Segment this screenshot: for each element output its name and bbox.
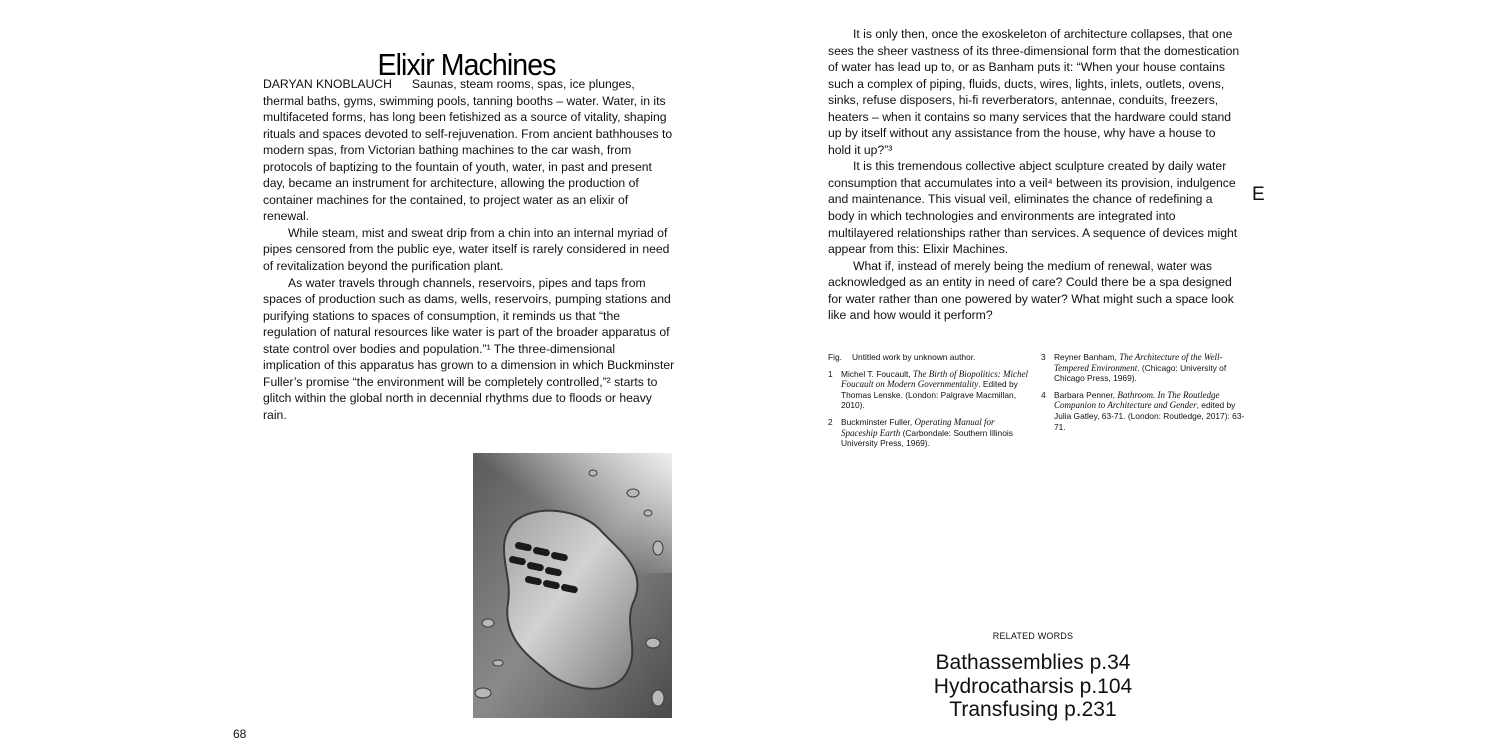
right-text-column bbox=[828, 26, 1240, 324]
footnote-number: 3 bbox=[1041, 352, 1046, 362]
paragraph-5: It is this tremendous collective abject sculpture created by daily water consumption that accumulates into a veil⁴ between its provision, indulgence and maintenance. This visual veil, eliminates the chance of redefining a body in which technologies and environments are integrated into multilayered relationships rather than services. A sequence of devices might appear from this: Elixir Machines. bbox=[828, 159, 1238, 257]
author-name: DARYAN KNOBLAUCH bbox=[263, 77, 392, 91]
related-word-link[interactable]: Hydrocatharsis p.104 bbox=[933, 674, 1133, 698]
footnote-publication: . (Chicago: University of Chicago Press, 1969). bbox=[1054, 362, 1227, 384]
figure-caption bbox=[828, 352, 1028, 363]
paragraph-2: While steam, mist and sweat drip from a chin into an internal myriad of pipes censored from the public eye, water itself is rarely considered in need of revitalization beyond the purification plant. bbox=[263, 225, 670, 274]
footnote-publication: , edited by Julia Gatley, 63-71. (London: Routledge, 2017): 63-71. bbox=[1054, 400, 1245, 432]
footnote-text bbox=[841, 417, 1028, 449]
footnote-number: 1 bbox=[828, 368, 833, 379]
figure-image bbox=[473, 453, 672, 718]
footnote-3 bbox=[1041, 352, 1246, 384]
paragraph-1-text: Saunas, steam rooms, spas, ice plunges, thermal baths, gyms, swimming pools, tanning booths – water. Water, in its multifaceted forms, has long been fetishized as a source of vitality, shaping rituals and spaces devoted to self-rejuvenation. From ancient bathhouses to modern spas, from Victorian bathing machines to the car wash, from protocols of baptizing to the fountain of youth, water, in past and present day, became an instrument for architecture, allowing the production of container machines for the contained, to project water as an elixir of renewal. bbox=[263, 77, 673, 224]
footnote-author: Buckminster Fuller, bbox=[841, 416, 915, 427]
footnote-book-title: The Birth of Biopolitics: Michel Foucault on Modern Governmentality bbox=[841, 368, 1028, 390]
footnote-2 bbox=[828, 417, 1028, 449]
footnote-4 bbox=[1041, 390, 1246, 432]
footnote-publication: . Edited by Thomas Lenske. (London: Palgrave Macmillan, 2010). bbox=[841, 379, 1018, 411]
figure-caption-text: Untitled work by unknown author. bbox=[852, 352, 976, 362]
footnote-text bbox=[1054, 352, 1246, 384]
figure-label: Fig. bbox=[828, 352, 842, 362]
related-word-link[interactable]: Bathassemblies p.34 bbox=[935, 651, 1131, 674]
paragraph-1 bbox=[263, 76, 675, 225]
related-words-list bbox=[903, 651, 1163, 722]
section-letter: E bbox=[1252, 184, 1265, 205]
article-title: Elixir Machines bbox=[377, 46, 556, 82]
footnote-text bbox=[1054, 390, 1246, 432]
footnote-number: 2 bbox=[828, 416, 833, 427]
footnote-book-title: Bathroom. In The Routledge Companion to Architecture and Gender bbox=[1054, 389, 1220, 411]
page-number: 68 bbox=[233, 727, 247, 741]
paragraph-6: What if, instead of merely being the medium of renewal, water was acknowledged as an entity in need of care? Could there be a spa designed for water rather than one powered by water? What might such a space look like and how would it perform? bbox=[828, 258, 1234, 323]
footnotes-left bbox=[828, 352, 1028, 455]
footnote-publication: (Carbondale: Southern Illinois University Press, 1969). bbox=[841, 427, 1013, 449]
footnotes-right bbox=[1041, 352, 1246, 438]
footnote-1 bbox=[828, 369, 1028, 411]
footnote-text bbox=[841, 369, 1028, 411]
related-words-label: RELATED WORDS bbox=[992, 631, 1074, 641]
left-text-column bbox=[263, 76, 675, 423]
water-puddle-photo bbox=[473, 453, 672, 718]
footnote-number: 4 bbox=[1041, 389, 1046, 400]
footnote-author: Michel T. Foucault, bbox=[841, 368, 913, 379]
footnote-author: Reyner Banham, bbox=[1054, 352, 1120, 362]
footnote-book-title: The Architecture of the Well-Tempered Environment bbox=[1054, 352, 1223, 373]
footnote-book-title: Operating Manual for Spaceship Earth bbox=[841, 416, 995, 438]
footnote-author: Barbara Penner, bbox=[1054, 389, 1118, 400]
paragraph-4: It is only then, once the exoskeleton of architecture collapses, that one sees the sheer vastness of its three-dimensional form that the domestication of water has lead up to, or as Banham puts it: “When your house contains such a complex of piping, fluids, ducts, wires, lights, inlets, outlets, ovens, sinks, refuse disposers, hi-fi reverberators, antennae, conduits, freezers, heaters – when it contains so many services that the hardware could stand up by itself without any assistance from the house, why have a house to hold it up?”³ bbox=[828, 27, 1240, 157]
related-word-link[interactable]: Transfusing p.231 bbox=[949, 698, 1117, 721]
paragraph-3: As water travels through channels, reservoirs, pipes and taps from spaces of production such as dams, wells, reservoirs, pumping stations and purifying stations to spaces of consumption, it reminds us that “the regulation of natural resources like water is part of the broader apparatus of state control over bodies and population.”¹ The three-dimensional implication of this apparatus has grown to a dimension in which Buckminster Fuller’s promise “the environment will be completely controlled,”² starts to glitch within the global north in decennial rhythms due to floods or heavy rain. bbox=[263, 275, 675, 422]
